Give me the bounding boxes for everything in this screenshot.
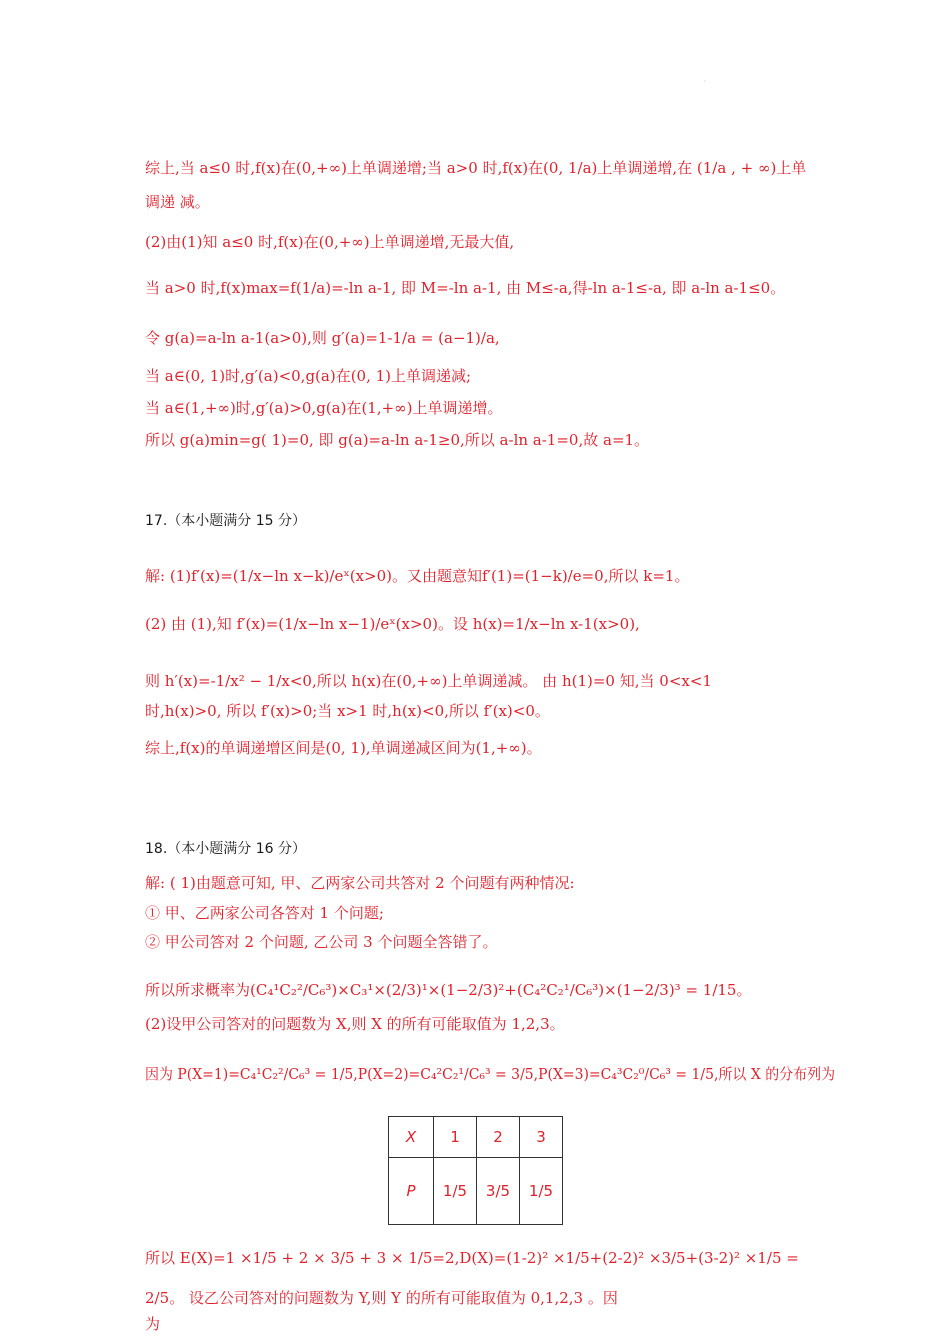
- table-row: [389, 1158, 563, 1225]
- p16-part2-line3: 令 g(a)=a-ln a-1(a>0),则 g′(a)=1-1/a = (a−1)/a,: [145, 329, 500, 347]
- p17-line4: 时,h(x)>0, 所以 f′(x)>0;当 x>1 时,h(x)<0,所以 f′(x)<0。: [145, 702, 550, 720]
- p16-summary-line1: 综上,当 a≤0 时,f(x)在(0,+∞)上单调递增;当 a>0 时,f(x)在(0, 1/a)上单调递增,在 (1/a , + ∞)上单: [145, 159, 807, 177]
- table-cell-fraction: [477, 1158, 520, 1225]
- p18-line2: ① 甲、乙两家公司各答对 1 个问题;: [145, 904, 384, 922]
- p18-heading: 18.（本小题满分 16 分）: [145, 841, 306, 857]
- p17-heading: 17.（本小题满分 15 分）: [145, 513, 306, 529]
- p18-line5: (2)设甲公司答对的问题数为 X,则 X 的所有可能取值为 1,2,3。: [145, 1015, 565, 1033]
- p16-part2-line4: 当 a∈(0, 1)时,g′(a)<0,g(a)在(0, 1)上单调递减;: [145, 367, 472, 385]
- table-cell: 1: [434, 1117, 477, 1158]
- p16-part2-line6: 所以 g(a)min=g( 1)=0, 即 g(a)=a-ln a-1≥0,所以 a-ln a-1=0,故 a=1。: [145, 431, 650, 449]
- fraction: 1/5: [528, 1182, 554, 1200]
- p17-line3: 则 h′(x)=-1/x² − 1/x<0,所以 h(x)在(0,+∞)上单调递减。 由 h(1)=0 知,当 0<x<1: [145, 672, 712, 690]
- p16-summary-line2: 调递 减。: [145, 193, 210, 211]
- distribution-table: [388, 1116, 563, 1225]
- table-cell-fraction: [520, 1158, 563, 1225]
- table-cell-fraction: [434, 1158, 477, 1225]
- p18-line6: 因为 P(X=1)=C₄¹C₂²/C₆³ = 1/5,P(X=2)=C₄²C₂¹/C₆³ = 3/5,P(X=3)=C₄³C₂⁰/C₆³ = 1/5,所以 X 的分布列为: [145, 1065, 836, 1083]
- fraction: 3/5: [485, 1182, 511, 1200]
- p18-line4: 所以所求概率为(C₄¹C₂²/C₆³)×C₃¹×(2/3)¹×(1−2/3)²+(C₄²C₂¹/C₆³)×(1−2/3)³ = 1/15。: [145, 981, 752, 999]
- p18-line8: 2/5。 设乙公司答对的问题数为 Y,则 Y 的所有可能取值为 0,1,2,3 。因: [145, 1289, 618, 1307]
- p18-line7: 所以 E(X)=1 ×1/5 + 2 × 3/5 + 3 × 1/5=2,D(X)=(1-2)² ×1/5+(2-2)² ×3/5+(3-2)² ×1/5 =: [145, 1249, 799, 1267]
- p18-line1: 解: ( 1)由题意可知, 甲、乙两家公司共答对 2 个问题有两种情况:: [145, 874, 575, 892]
- p16-part2-line2: 当 a>0 时,f(x)max=f(1/a)=-ln a-1, 即 M=-ln a-1, 由 M≤-a,得-ln a-1≤-a, 即 a-ln a-1≤0。: [145, 279, 786, 297]
- fraction: 1/5: [442, 1182, 468, 1200]
- table-header-row: [389, 1117, 563, 1158]
- table-cell: X: [389, 1117, 434, 1158]
- p17-line5: 综上,f(x)的单调递增区间是(0, 1),单调递减区间为(1,+∞)。: [145, 739, 542, 757]
- p16-part2-line1: (2)由(1)知 a≤0 时,f(x)在(0,+∞)上单调递增,无最大值,: [145, 233, 515, 251]
- p17-line2: (2) 由 (1),知 f′(x)=(1/x−ln x−1)/eˣ(x>0)。设 h(x)=1/x−ln x-1(x>0),: [145, 615, 640, 633]
- p18-line9: 为: [145, 1315, 161, 1333]
- p16-part2-line5: 当 a∈(1,+∞)时,g′(a)>0,g(a)在(1,+∞)上单调递增。: [145, 399, 503, 417]
- table-cell: 2: [477, 1117, 520, 1158]
- p18-line3: ② 甲公司答对 2 个问题, 乙公司 3 个问题全答错了。: [145, 933, 498, 951]
- corner-mark: ·: [703, 77, 706, 86]
- p17-line1: 解: (1)f′(x)=(1/x−ln x−k)/eˣ(x>0)。又由题意知f′(1)=(1−k)/e=0,所以 k=1。: [145, 567, 690, 585]
- table-cell: P: [389, 1158, 434, 1225]
- table-cell: 3: [520, 1117, 563, 1158]
